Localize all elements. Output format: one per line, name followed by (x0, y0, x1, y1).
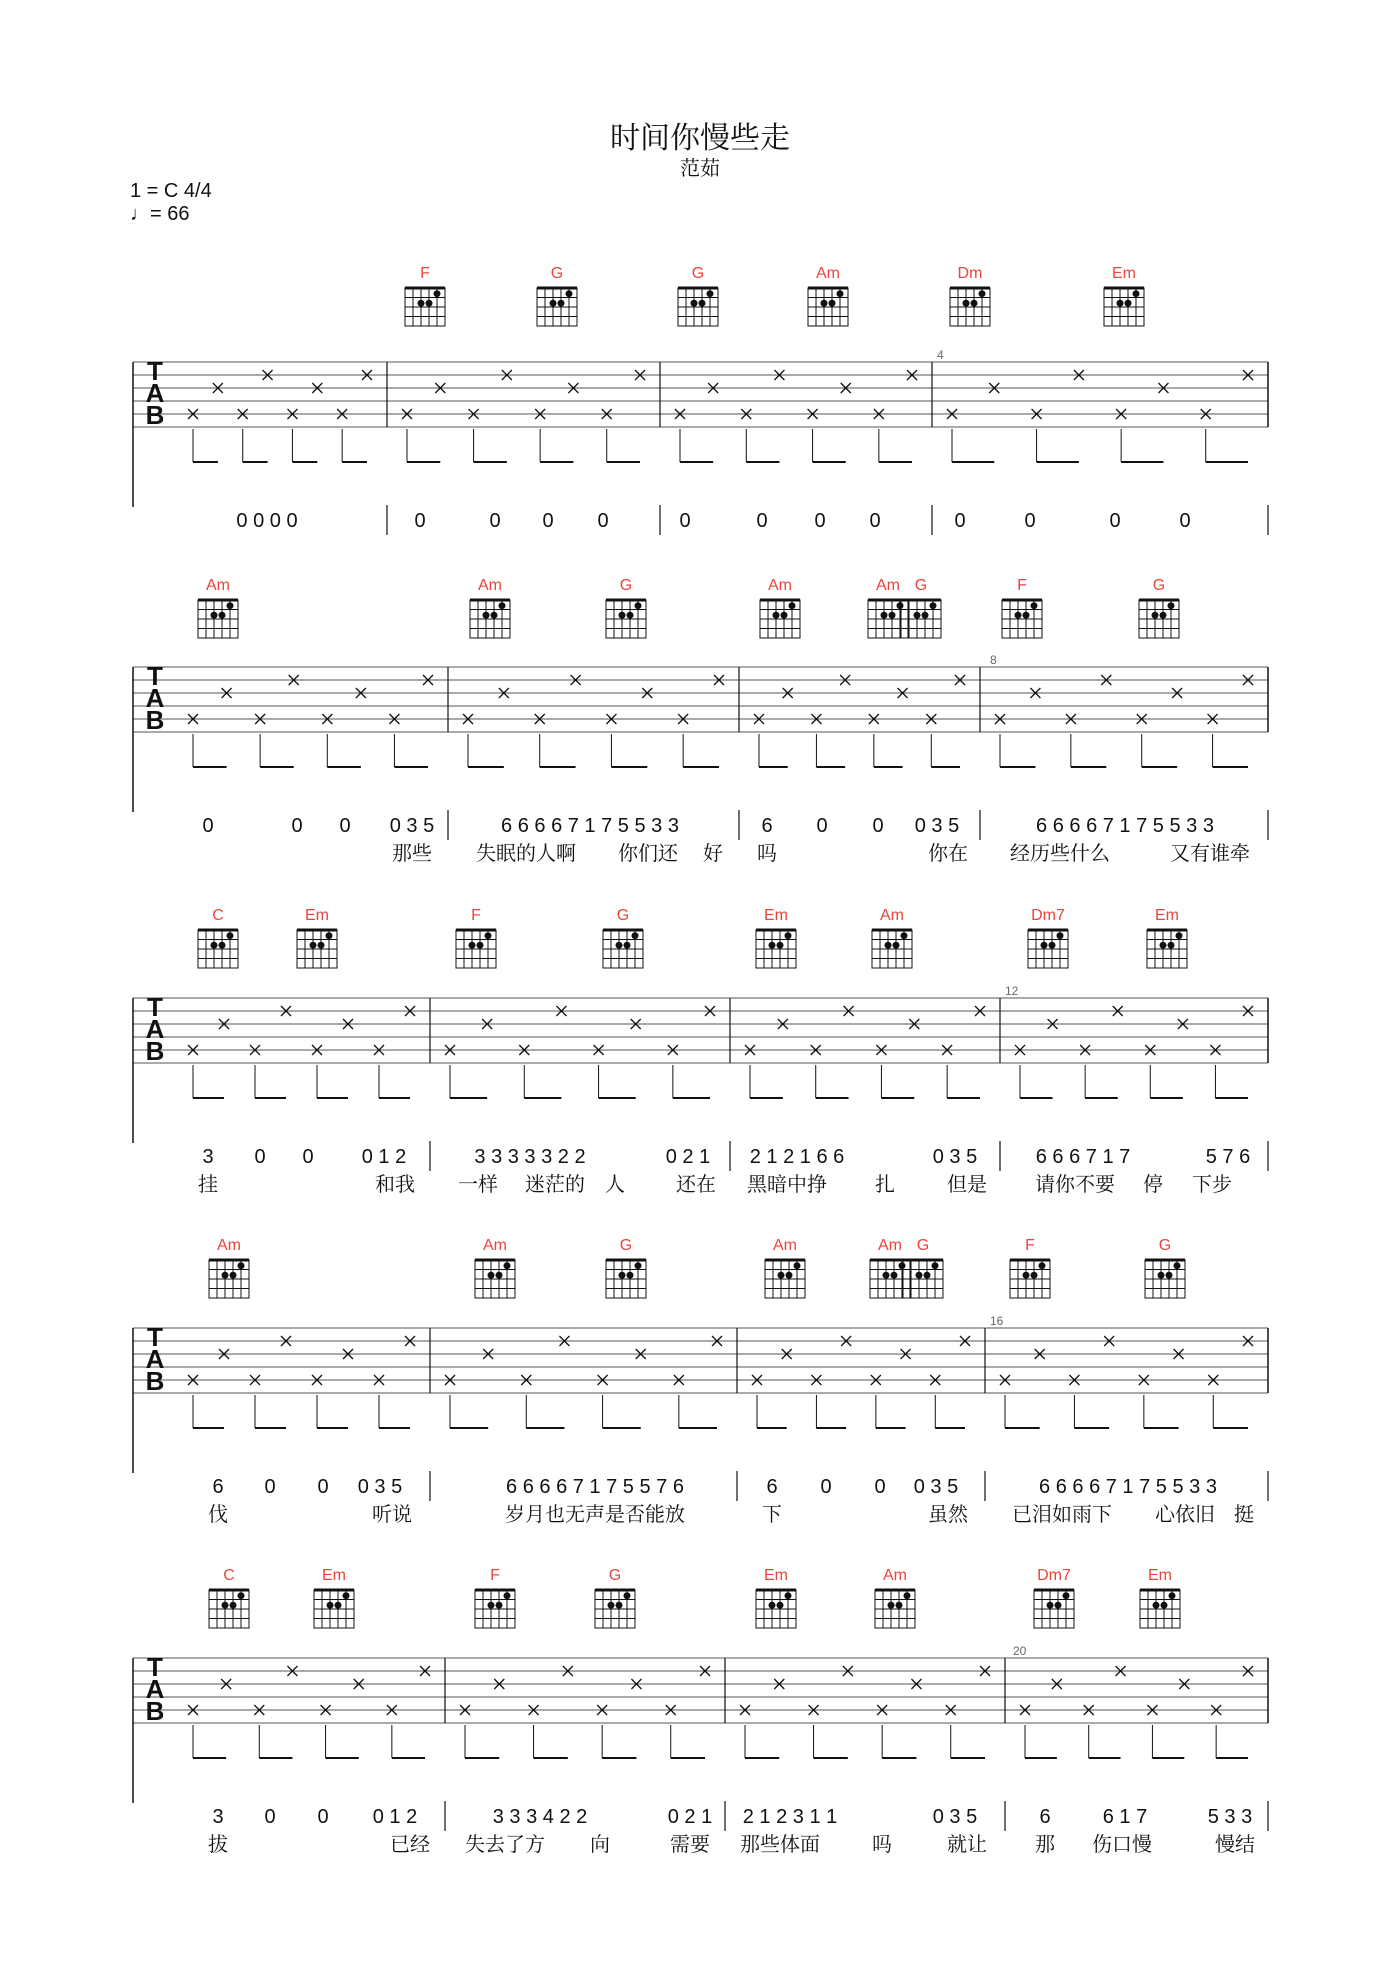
measure-number: 16 (990, 1314, 1004, 1328)
lyric: 虽然 (928, 1502, 968, 1526)
jianpu-notes: 3 3 3 4 2 2 (492, 1806, 588, 1828)
jianpu-notes: 0 (1109, 510, 1121, 532)
lyric: 挂 (198, 1172, 218, 1196)
jianpu-notes: 0 (291, 815, 303, 837)
jianpu-notes: 3 (212, 1806, 224, 1828)
finger-dot (310, 942, 317, 949)
lyric: 需要 (670, 1832, 710, 1856)
jianpu-notes: 0 (202, 815, 214, 837)
jianpu-notes: 0 (489, 510, 501, 532)
lyric: 你们还 (618, 841, 678, 865)
finger-dot (616, 1602, 623, 1609)
lyric: 吗 (872, 1832, 892, 1856)
measure-number: 12 (1005, 984, 1019, 998)
tab-clef-letter: B (145, 1366, 165, 1396)
chord-name: G (616, 907, 630, 924)
finger-dot (891, 1272, 898, 1279)
finger-dot (219, 942, 226, 949)
finger-dot (1055, 1602, 1062, 1609)
chord-name: Am (883, 1567, 907, 1584)
chord-name: Am (876, 577, 900, 594)
finger-dot (488, 1272, 495, 1279)
jianpu-notes: 0 (264, 1476, 276, 1498)
lyric: 伐 (208, 1502, 228, 1526)
finger-dot (635, 602, 642, 609)
lyric: 就让 (947, 1832, 987, 1856)
jianpu-notes: 6 (766, 1476, 778, 1498)
jianpu-notes: 0 3 5 (357, 1476, 403, 1498)
tab-clef-letter: A (145, 1674, 165, 1704)
finger-dot (773, 612, 780, 619)
finger-dot (916, 1272, 923, 1279)
finger-dot (230, 1602, 237, 1609)
finger-dot (491, 612, 498, 619)
lyric: 黑暗中挣 (747, 1172, 827, 1196)
lyric: 慢结 (1215, 1832, 1255, 1856)
tab-clef-letter: B (145, 1696, 165, 1726)
jianpu-notes: 0 (302, 1146, 314, 1168)
tab-clef-letter: T (147, 661, 163, 691)
chord-name: Em (1155, 907, 1179, 924)
finger-dot (1169, 1592, 1176, 1599)
finger-dot (326, 932, 333, 939)
song-artist: 范茹 (680, 156, 720, 180)
finger-dot (469, 942, 476, 949)
jianpu-notes: 6 (212, 1476, 224, 1498)
chord-name: Em (764, 907, 788, 924)
chord-name: Am (483, 1237, 507, 1254)
finger-dot (238, 1262, 245, 1269)
finger-dot (1031, 1272, 1038, 1279)
finger-dot (922, 612, 929, 619)
tab-clef-letter: A (145, 1014, 165, 1044)
jianpu-notes: 0 (816, 815, 828, 837)
lyric: 经历些什么 (1010, 841, 1110, 865)
lyric: 一样 (458, 1172, 498, 1196)
finger-dot (1176, 932, 1183, 939)
jianpu-notes: 0 1 2 (372, 1806, 418, 1828)
measure-number: 8 (990, 653, 997, 667)
lyric: 请你不要 (1035, 1172, 1115, 1196)
chord-name: Am (478, 577, 502, 594)
jianpu-notes: 6 6 6 6 7 1 7 5 5 3 3 (501, 815, 679, 837)
jianpu-notes: 0 (679, 510, 691, 532)
finger-dot (426, 300, 433, 307)
finger-dot (899, 1262, 906, 1269)
finger-dot (1168, 602, 1175, 609)
finger-dot (238, 1592, 245, 1599)
finger-dot (1049, 942, 1056, 949)
finger-dot (558, 300, 565, 307)
jianpu-notes: 0 (872, 815, 884, 837)
jianpu-notes: 0 3 5 (932, 1806, 978, 1828)
chord-name: Am (217, 1237, 241, 1254)
finger-dot (1152, 612, 1159, 619)
chord-name: G (619, 577, 633, 594)
chord-name: Am (773, 1237, 797, 1254)
finger-dot (888, 1602, 895, 1609)
chord-name: G (1158, 1237, 1172, 1254)
finger-dot (211, 942, 218, 949)
jianpu-notes: 0 (317, 1806, 329, 1828)
finger-dot (963, 300, 970, 307)
finger-dot (769, 1602, 776, 1609)
jianpu-notes: 0 (414, 510, 426, 532)
finger-dot (485, 932, 492, 939)
lyric: 失去了方 (465, 1832, 545, 1856)
jianpu-notes: 2 1 2 3 1 1 (742, 1806, 838, 1828)
chord-name: G (914, 577, 928, 594)
finger-dot (1057, 932, 1064, 939)
tab-clef-letter: B (145, 705, 165, 735)
finger-dot (1125, 300, 1132, 307)
jianpu-notes: 5 7 6 (1205, 1146, 1251, 1168)
finger-dot (550, 300, 557, 307)
jianpu-notes: 3 (202, 1146, 214, 1168)
chord-name: Dm (957, 265, 983, 282)
finger-dot (619, 1272, 626, 1279)
finger-dot (318, 942, 325, 949)
finger-dot (1039, 1262, 1046, 1269)
lyric: 心依旧 (1155, 1502, 1215, 1526)
finger-dot (222, 1272, 229, 1279)
jianpu-notes: 5 3 3 (1207, 1806, 1253, 1828)
finger-dot (930, 602, 937, 609)
jianpu-notes: 3 3 3 3 3 2 2 (474, 1146, 586, 1168)
finger-dot (786, 1272, 793, 1279)
jianpu-notes: 0 1 2 (361, 1146, 407, 1168)
finger-dot (632, 932, 639, 939)
finger-dot (979, 290, 986, 297)
finger-dot (627, 1272, 634, 1279)
lyric: 吗 (757, 841, 777, 865)
finger-dot (897, 602, 904, 609)
finger-dot (885, 942, 892, 949)
jianpu-notes: 0 3 5 (389, 815, 435, 837)
finger-dot (1153, 1602, 1160, 1609)
tab-clef-letter: A (145, 683, 165, 713)
finger-dot (1166, 1272, 1173, 1279)
measure-number: 4 (937, 348, 944, 362)
finger-dot (1160, 942, 1167, 949)
finger-dot (1031, 602, 1038, 609)
jianpu-notes: 0 (954, 510, 966, 532)
finger-dot (794, 1262, 801, 1269)
jianpu-notes: 0 (1024, 510, 1036, 532)
lyric: 扎 (875, 1172, 895, 1196)
jianpu-notes: 0 (1179, 510, 1191, 532)
tab-clef-letter: T (147, 356, 163, 386)
jianpu-notes: 6 (761, 815, 773, 837)
jianpu-notes: 0 2 1 (665, 1146, 711, 1168)
lyric: 好 (703, 841, 723, 865)
finger-dot (889, 612, 896, 619)
finger-dot (1041, 942, 1048, 949)
finger-dot (343, 1592, 350, 1599)
jianpu-notes: 0 (317, 1476, 329, 1498)
finger-dot (707, 290, 714, 297)
jianpu-notes: 0 (597, 510, 609, 532)
jianpu-notes: 0 (874, 1476, 886, 1498)
finger-dot (883, 1272, 890, 1279)
finger-dot (769, 942, 776, 949)
jianpu-notes: 6 6 6 7 1 7 (1035, 1146, 1131, 1168)
jianpu-notes: 0 (756, 510, 768, 532)
finger-dot (924, 1272, 931, 1279)
tab-clef-letter: T (147, 1652, 163, 1682)
jianpu-notes: 0 2 1 (667, 1806, 713, 1828)
chord-name: Em (1112, 265, 1136, 282)
jianpu-notes: 0 (869, 510, 881, 532)
finger-dot (777, 942, 784, 949)
jianpu-notes: 0 3 5 (914, 815, 960, 837)
finger-dot (971, 300, 978, 307)
chord-name: Em (764, 1567, 788, 1584)
jianpu-notes: 6 6 6 6 7 1 7 5 5 3 3 (1039, 1476, 1217, 1498)
tab-clef-letter: A (145, 1344, 165, 1374)
chord-name: Em (305, 907, 329, 924)
lyric: 下 (762, 1502, 782, 1526)
finger-dot (893, 942, 900, 949)
jianpu-notes: 0 3 5 (932, 1146, 978, 1168)
measure-number: 20 (1013, 1644, 1027, 1658)
finger-dot (1174, 1262, 1181, 1269)
lyric: 失眠的人啊 (476, 841, 576, 865)
finger-dot (789, 602, 796, 609)
finger-dot (227, 602, 234, 609)
chord-name: F (1025, 1237, 1035, 1254)
lyric: 还在 (676, 1172, 716, 1196)
jianpu-notes: 0 0 0 0 (236, 510, 298, 532)
chord-name: Am (816, 265, 840, 282)
finger-dot (901, 932, 908, 939)
finger-dot (418, 300, 425, 307)
jianpu-notes: 0 (542, 510, 554, 532)
chord-name: Em (322, 1567, 346, 1584)
song-title: 时间你慢些走 (610, 121, 790, 156)
finger-dot (635, 1262, 642, 1269)
tempo: ♩= 66 (130, 203, 190, 225)
lyric: 人 (605, 1172, 625, 1196)
key-meter: 1 = C 4/4 (130, 180, 212, 202)
finger-dot (619, 612, 626, 619)
finger-dot (896, 1602, 903, 1609)
chord-name: C (212, 907, 224, 924)
finger-dot (1160, 612, 1167, 619)
chord-name: G (608, 1567, 622, 1584)
jianpu-notes: 0 (820, 1476, 832, 1498)
lyric: 又有谁 (1170, 841, 1230, 865)
lyric: 迷茫的 (525, 1172, 585, 1196)
tab-clef-letter: A (145, 378, 165, 408)
jianpu-notes: 6 6 6 6 7 1 7 5 5 3 3 (1036, 815, 1214, 837)
jianpu-notes: 0 (254, 1146, 266, 1168)
finger-dot (881, 612, 888, 619)
lyric: 已泪如雨下 (1012, 1502, 1112, 1526)
finger-dot (1158, 1272, 1165, 1279)
tab-clef-letter: B (145, 1036, 165, 1066)
finger-dot (335, 1602, 342, 1609)
jianpu-notes: 6 6 6 6 7 1 7 5 5 7 6 (506, 1476, 684, 1498)
chord-name: Em (1148, 1567, 1172, 1584)
finger-dot (1023, 612, 1030, 619)
jianpu-notes: 2 1 2 1 6 6 (749, 1146, 845, 1168)
finger-dot (1168, 942, 1175, 949)
chord-name: Am (880, 907, 904, 924)
finger-dot (627, 612, 634, 619)
chord-name: Dm7 (1037, 1567, 1071, 1584)
finger-dot (821, 300, 828, 307)
lyric: 拔 (208, 1832, 228, 1856)
finger-dot (932, 1262, 939, 1269)
lyric: 和我 (375, 1172, 415, 1196)
finger-dot (496, 1602, 503, 1609)
chord-name: F (420, 265, 430, 282)
finger-dot (504, 1262, 511, 1269)
lyric: 已经 (390, 1832, 430, 1856)
finger-dot (230, 1272, 237, 1279)
lyric: 牵 (1230, 841, 1250, 865)
finger-dot (1023, 1272, 1030, 1279)
finger-dot (829, 300, 836, 307)
lyric: 那些体面 (740, 1832, 820, 1856)
lyric: 岁月也无声是否能放 (505, 1502, 685, 1526)
chord-name: G (1152, 577, 1166, 594)
finger-dot (785, 932, 792, 939)
lyric: 向 (590, 1832, 610, 1856)
finger-dot (488, 1602, 495, 1609)
finger-dot (778, 1272, 785, 1279)
finger-dot (1117, 300, 1124, 307)
chord-name: F (471, 907, 481, 924)
chord-name: F (490, 1567, 500, 1584)
lyric: 听说 (372, 1502, 412, 1526)
jianpu-notes: 6 1 7 (1102, 1806, 1148, 1828)
jianpu-notes: 0 (814, 510, 826, 532)
finger-dot (781, 612, 788, 619)
jianpu-notes: 0 (264, 1806, 276, 1828)
lyric: 挺 (1234, 1502, 1254, 1526)
finger-dot (691, 300, 698, 307)
tab-clef-letter: B (145, 400, 165, 430)
finger-dot (477, 942, 484, 949)
lyric: 伤口慢 (1092, 1832, 1152, 1856)
lyric: 下步 (1192, 1172, 1232, 1196)
finger-dot (1133, 290, 1140, 297)
chord-name: Am (878, 1237, 902, 1254)
finger-dot (699, 300, 706, 307)
tab-clef-letter: T (147, 1322, 163, 1352)
finger-dot (785, 1592, 792, 1599)
finger-dot (904, 1592, 911, 1599)
jianpu-notes: 0 3 5 (913, 1476, 959, 1498)
finger-dot (914, 612, 921, 619)
finger-dot (499, 602, 506, 609)
jianpu-notes: 6 (1039, 1806, 1051, 1828)
finger-dot (504, 1592, 511, 1599)
lyric: 停 (1143, 1172, 1163, 1196)
finger-dot (1063, 1592, 1070, 1599)
finger-dot (837, 290, 844, 297)
finger-dot (777, 1602, 784, 1609)
lyric: 但是 (947, 1172, 987, 1196)
jianpu-notes: 0 (339, 815, 351, 837)
finger-dot (496, 1272, 503, 1279)
chord-name: G (619, 1237, 633, 1254)
finger-dot (327, 1602, 334, 1609)
finger-dot (211, 612, 218, 619)
finger-dot (616, 942, 623, 949)
tab-clef-letter: T (147, 992, 163, 1022)
chord-name: G (916, 1237, 930, 1254)
finger-dot (219, 612, 226, 619)
finger-dot (222, 1602, 229, 1609)
finger-dot (624, 942, 631, 949)
finger-dot (1047, 1602, 1054, 1609)
chord-name: C (223, 1567, 235, 1584)
finger-dot (624, 1592, 631, 1599)
lyric: 你在 (928, 841, 968, 865)
lyric: 那 (1035, 1832, 1055, 1856)
chord-name: G (691, 265, 705, 282)
lyric: 那些 (392, 841, 432, 865)
finger-dot (566, 290, 573, 297)
chord-name: Am (206, 577, 230, 594)
chord-name: Am (768, 577, 792, 594)
finger-dot (608, 1602, 615, 1609)
chord-name: G (550, 265, 564, 282)
finger-dot (227, 932, 234, 939)
finger-dot (1161, 1602, 1168, 1609)
finger-dot (1015, 612, 1022, 619)
finger-dot (434, 290, 441, 297)
finger-dot (483, 612, 490, 619)
chord-name: Dm7 (1031, 907, 1065, 924)
chord-name: F (1017, 577, 1027, 594)
